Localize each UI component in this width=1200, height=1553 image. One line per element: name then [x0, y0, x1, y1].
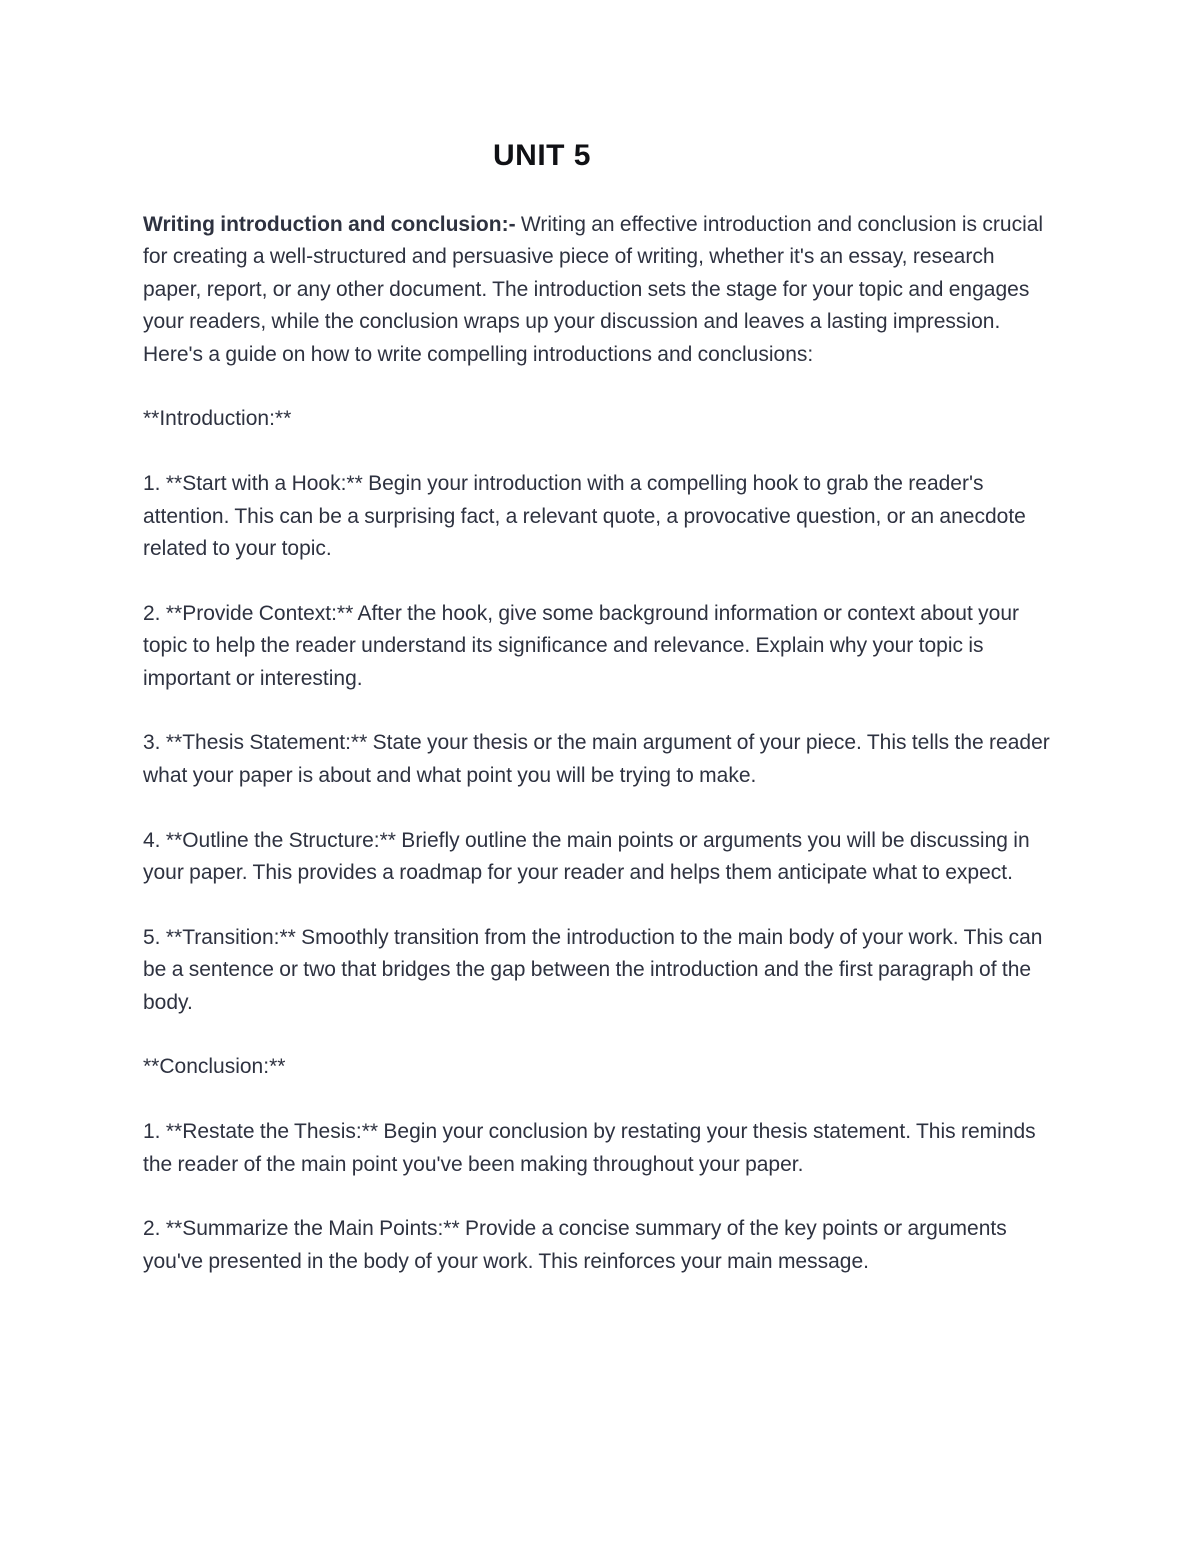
paragraph: 2. **Provide Context:** After the hook, give some background information or context about your topic to help the reader understand its significance and relevance. Explain why your topic is important or interesting. — [143, 601, 1020, 690]
paragraph: Writing introduction and conclusion:- Writing an effective introduction and conclusion is crucial for creating a well-structured and persuasive piece of writing, whether it's an essay, research paper, report, or any other document. The introduction sets the stage for your topic and engages your readers, while the conclusion wraps up your discussion and leaves a lasting impression. Here's a guide on how to write compelling introductions and conclusions: — [143, 213, 1044, 366]
paragraph: 2. **Summarize the Main Points:** Provide a concise summary of the key points or arguments you've presented in the body of your work. This reinforces your main message. — [143, 1217, 1007, 1273]
document-body — [143, 209, 1057, 1278]
paragraph: 5. **Transition:** Smoothly transition from the introduction to the main body of your work. This can be a sentence or two that bridges the gap between the introduction and the first paragraph of the body. — [143, 925, 1043, 1014]
document-title: UNIT 5 — [492, 139, 591, 172]
paragraph: 3. **Thesis Statement:** State your thesis or the main argument of your piece. This tells the reader what your paper is about and what point you will be trying to make. — [143, 731, 1050, 787]
paragraph: 1. **Restate the Thesis:** Begin your conclusion by restating your thesis statement. This reminds the reader of the main point you've been making throughout your paper. — [143, 1120, 1036, 1176]
title-container — [85, 136, 999, 176]
paragraph: 4. **Outline the Structure:** Briefly outline the main points or arguments you will be discussing in your paper. This provides a roadmap for your reader and helps them anticipate what to expect. — [143, 828, 1030, 885]
paragraph: **Conclusion:** — [143, 1055, 286, 1079]
paragraph: 1. **Start with a Hook:** Begin your introduction with a compelling hook to grab the reader's attention. This can be a surprising fact, a relevant quote, a provocative question, or an anecdote related to your topic. — [143, 472, 1026, 561]
paragraph: **Introduction:** — [143, 407, 292, 431]
paragraph-bold-lead: Writing introduction and conclusion:- — [143, 213, 516, 236]
